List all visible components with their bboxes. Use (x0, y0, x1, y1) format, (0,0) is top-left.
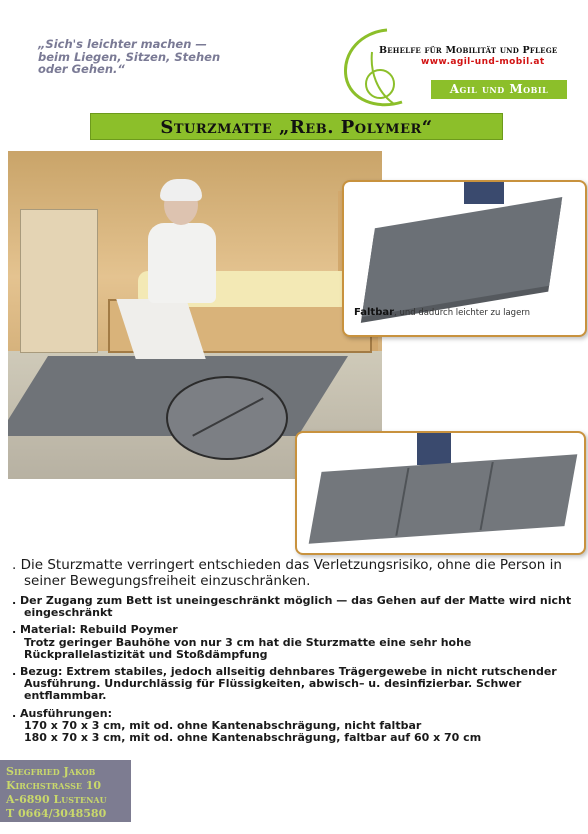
lead-paragraph: . Die Sturzmatte verringert entschieden das Verletzungsrisiko, ohne die Person in seiner Bewegungsfreiheit einzuschränken. (12, 557, 562, 589)
org-url: www.agil-und-mobil.at (421, 57, 545, 67)
description (12, 558, 572, 749)
unfolded-mat (309, 454, 578, 543)
tagline: „Sich's leichter machen — beim Liegen, Sitzen, Stehen oder Gehen.“ (38, 37, 221, 76)
main-photo (8, 151, 382, 479)
address-name: Siegfried Jakob (6, 765, 96, 778)
feature-access: . Der Zugang zum Bett ist uneingeschränkt möglich — das Gehen auf der Matte wird nicht eingeschränkt (12, 594, 572, 620)
photo-nightstand (20, 209, 98, 353)
folded-mat-photo (342, 180, 587, 337)
address-phone: T 0664/3048580 (6, 807, 107, 820)
folded-caption-strong: Faltbar (354, 307, 395, 318)
mat-fold-line (395, 468, 409, 536)
org-tagline: Behelfe für Mobilität und Pflege (379, 45, 558, 56)
feature-material: . Material: Rebuild Poymer Trotz geringer Bauhöhe von nur 3 cm hat die Sturzmatte eine sehr hohe Rückprallelastizität und Stoßdämpfung (12, 623, 472, 661)
brand-label: Agil und Mobil (431, 80, 567, 99)
folded-caption (354, 307, 530, 318)
photo-person-body (148, 223, 216, 303)
feature-cover: . Bezug: Extrem stabiles, jedoch allseitig dehnbares Trägergewebe in nicht rutschender Ausführung. Undurchlässig für Flüssigkeiten, abwisch– u. desinfizierbar. Schwer entflammbar. (12, 665, 557, 703)
mat-fold-line (480, 462, 494, 530)
photo-legs (464, 182, 504, 204)
address-box (0, 760, 131, 822)
address-street: Kirchstraße 10 (6, 779, 102, 792)
folded-mat (362, 197, 563, 317)
mat-seam (192, 397, 264, 436)
mat-detail-inset (166, 376, 288, 460)
feature-variants: . Ausführungen: 170 x 70 x 3 cm, mit od. ohne Kantenabschrägung, nicht faltbar 180 x 70 x 3 cm, mit od. ohne Kantenabschrägung, faltbar auf 60 x 70 cm (12, 706, 482, 745)
logo-swoosh-icon (332, 22, 442, 112)
page-title: Sturzmatte „Reb. Polymer“ (90, 113, 503, 140)
unfolded-mat-photo (295, 431, 586, 555)
folded-caption-rest: , und dadurch leichter zu lagern (394, 308, 531, 318)
photo-legs (417, 433, 451, 465)
address-city: A-6890 Lustenau (6, 793, 107, 806)
photo-person-hair (160, 179, 202, 201)
